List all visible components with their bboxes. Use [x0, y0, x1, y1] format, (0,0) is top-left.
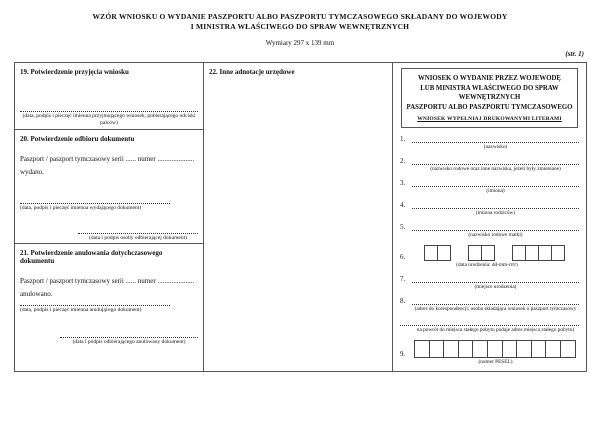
form-field-5 [400, 223, 579, 238]
field-number: 3. [400, 179, 406, 187]
field-caption: (imiona) [486, 188, 505, 194]
signature-caption: (data i podpis osoby odbierającej dokument) [89, 234, 187, 241]
field-line [400, 223, 579, 231]
form-field-1 [400, 135, 579, 150]
section-20-issuer-signature-area [20, 198, 170, 212]
pesel-digit-box[interactable] [473, 340, 488, 358]
dimensions-note: Wymiary 297 x 139 mm [265, 39, 335, 47]
right-column-fields [393, 135, 586, 365]
field-caption: (numer PESEL) [478, 359, 513, 365]
pesel-box-group [414, 340, 576, 358]
signature-fill-line[interactable] [20, 300, 170, 306]
section-19-signature-area [20, 106, 198, 126]
application-header-box [401, 68, 578, 128]
field-line [400, 179, 579, 187]
middle-column-other-annotations [204, 63, 393, 371]
right-column-application [393, 63, 586, 371]
fill-capital-letters-note: WNIOSEK WYPEŁNIAJ DRUKOWANYMI LITERAMI [417, 116, 562, 122]
field-line [400, 201, 579, 209]
date-digit-box[interactable] [468, 245, 482, 261]
pesel-digit-box[interactable] [517, 340, 532, 358]
document-title-line2: I MINISTRA WŁAŚCIWEGO DO SPRAW WEWNĘTRZNYCH [190, 22, 410, 31]
field-caption: (nazwisko rodowe matki) [468, 232, 523, 238]
date-box-group [512, 245, 565, 261]
document-title [0, 12, 600, 32]
date-digit-box[interactable] [482, 245, 495, 261]
signature-fill-line[interactable] [20, 106, 198, 112]
section-20-document-receipt [15, 130, 203, 244]
fill-in-line[interactable] [412, 180, 579, 187]
field-number: 1. [400, 135, 406, 143]
date-box-group [424, 245, 451, 261]
field-caption: (data urodzenia: dd-mm-rrrr) [456, 262, 518, 268]
application-title-line3: PASZPORTU ALBO PASZPORTU TYMCZASOWEGO [406, 103, 573, 111]
field-line [400, 275, 579, 283]
field-number: 7. [400, 275, 406, 283]
field-number: 9. [400, 350, 406, 358]
signature-caption: (data, podpis i pieczęć imienna wydającego dokument) [20, 205, 142, 211]
date-digit-box[interactable] [539, 245, 552, 261]
form-field-8 [400, 297, 579, 333]
field-number: 4. [400, 201, 406, 209]
pesel-digit-box[interactable] [503, 340, 518, 358]
pesel-digit-box[interactable] [488, 340, 503, 358]
pesel-digit-box[interactable] [561, 340, 576, 358]
issued-label: wydano. [20, 168, 44, 176]
passport-series-number-line: Paszport / paszport tymczasowy serii ...... numer ..................... [20, 277, 195, 285]
pesel-digit-box[interactable] [532, 340, 547, 358]
field-caption: na powrót do miejsca stałego pobytu podaje adres miejsca stałego pobytu) [416, 327, 575, 333]
form-table [14, 62, 587, 372]
form-field-4 [400, 201, 579, 216]
date-box-groups [424, 245, 565, 261]
section-19-header: 19. Potwierdzenie przyjęcia wniosku [20, 68, 129, 76]
form-field-9 [400, 340, 579, 365]
document-header [0, 0, 600, 58]
pesel-digit-box[interactable] [546, 340, 561, 358]
signature-fill-line[interactable] [20, 198, 170, 204]
date-digit-box[interactable] [552, 245, 565, 261]
fill-in-line[interactable] [400, 319, 579, 326]
fill-in-line[interactable] [412, 224, 579, 231]
signature-fill-line[interactable] [78, 228, 198, 234]
application-title-line2: LUB MINISTRA WŁAŚCIWEGO DO SPRAW WEWNĘTRZNYCH [420, 84, 559, 101]
field-line [400, 340, 579, 358]
pesel-digit-box[interactable] [459, 340, 474, 358]
form-field-7 [400, 275, 579, 290]
section-21-document-cancellation [15, 244, 203, 371]
signature-caption: (data, podpis i pieczęć imienna przyjmującego wniosek, pobierającego odciski palców) [22, 113, 196, 126]
section-21-receiver-signature-area [60, 332, 198, 346]
field-caption: (miejsce urodzenia) [474, 284, 517, 290]
section-19-wniosek-acceptance [15, 63, 203, 130]
left-column [15, 63, 204, 371]
fill-in-line[interactable] [412, 298, 579, 305]
fill-in-line[interactable] [412, 202, 579, 209]
document-title-line1: WZÓR WNIOSKU O WYDANIE PASZPORTU ALBO PASZPORTU TYMCZASOWEGO SKŁADANY DO WOJEWODY [92, 12, 508, 21]
pesel-digit-box[interactable] [444, 340, 459, 358]
field-line [400, 245, 579, 261]
field-caption: (adres do korespondencji; osoba składająca wniosek o paszport tymczasowy [414, 306, 577, 312]
form-field-6 [400, 245, 579, 268]
pesel-digit-box[interactable] [430, 340, 445, 358]
section-20-receiver-signature-area [78, 228, 198, 242]
field-caption: (nazwisko rodowe oraz inne nazwiska, jeżeli były zmieniane) [430, 166, 561, 172]
pesel-digit-box[interactable] [414, 340, 430, 358]
date-digit-box[interactable] [526, 245, 539, 261]
field-caption: (imiona rodziców) [475, 210, 516, 216]
fill-in-line[interactable] [412, 136, 579, 143]
field-number: 2. [400, 157, 406, 165]
field-number: 6. [400, 253, 406, 261]
application-title [404, 74, 575, 112]
field-caption: (nazwisko) [483, 144, 508, 150]
date-digit-box[interactable] [424, 245, 438, 261]
signature-caption: (data i podpis odbierającego anulowany dokument) [72, 339, 186, 345]
field-line [400, 297, 579, 305]
fill-in-line[interactable] [412, 276, 579, 283]
signature-fill-line[interactable] [60, 332, 198, 338]
date-digit-box[interactable] [512, 245, 526, 261]
passport-series-number-line: Paszport / paszport tymczasowy serii ...... numer ..................... [20, 155, 195, 163]
page-number-marker: (str. 1) [565, 50, 584, 58]
form-field-2 [400, 157, 579, 172]
section-21-header: 21. Potwierdzenie anulowania dotychczasowego dokumentu [20, 249, 163, 265]
section-20-header: 20. Potwierdzenie odbioru dokumentu [20, 135, 135, 143]
field-line [400, 157, 579, 165]
section-21-canceller-signature-area [20, 300, 170, 314]
field-line [400, 135, 579, 143]
date-box-group [468, 245, 495, 261]
field-number: 5. [400, 223, 406, 231]
date-digit-box[interactable] [438, 245, 451, 261]
fill-in-line[interactable] [412, 158, 579, 165]
field-number: 8. [400, 297, 406, 305]
application-title-line1: WNIOSEK O WYDANIE PRZEZ WOJEWODĘ [418, 75, 561, 82]
signature-caption: (data, podpis i pieczęć imienna anulującego dokument) [20, 307, 142, 313]
cancelled-label: anulowano. [20, 290, 53, 298]
section-22-header: 22. Inne adnotacje urzędowe [209, 68, 295, 76]
form-field-3 [400, 179, 579, 194]
